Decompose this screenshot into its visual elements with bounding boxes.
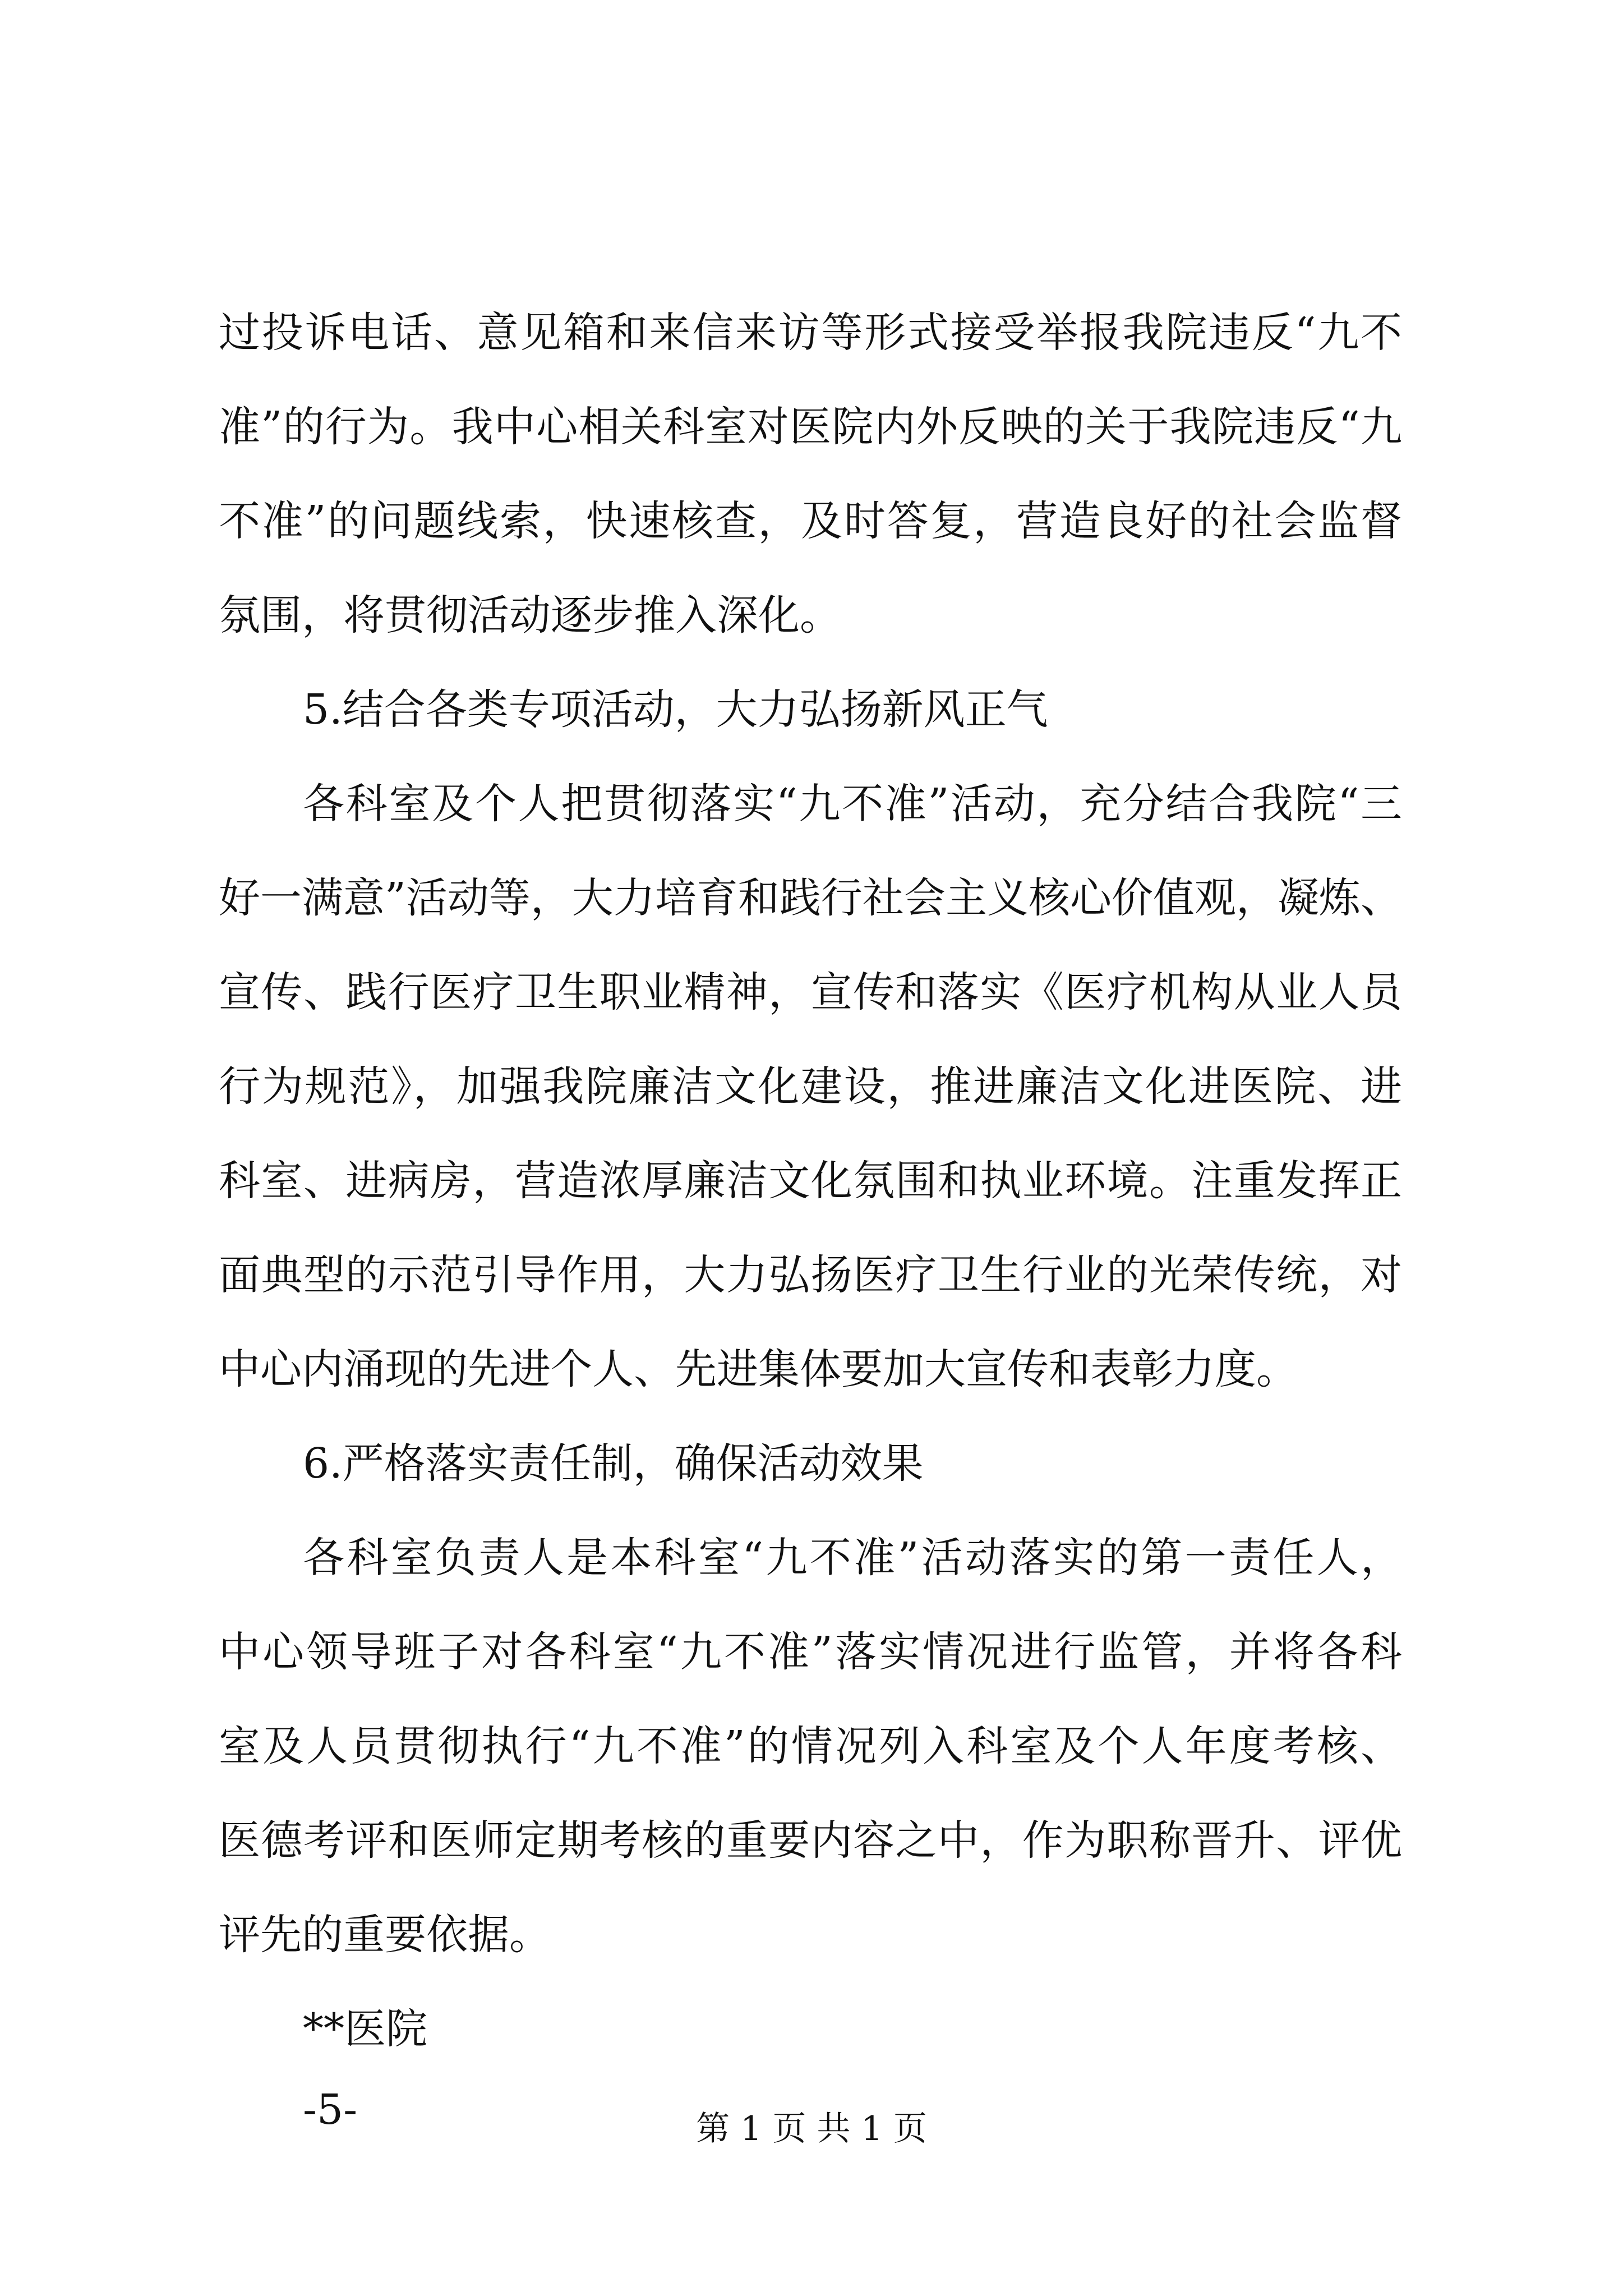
paragraph-3-line-1: 各科室负责人是本科室“九不准”活动落实的第一责任人， — [303, 1534, 1402, 1582]
page-footer: 第 1 页 共 1 页 — [696, 2109, 927, 2148]
paragraph-2-line-3: 宣传、践行医疗卫生职业精神，宣传和落实《医疗机构从业人员 — [219, 968, 1402, 1016]
paragraph-2-line-2: 好一满意”活动等，大力培育和践行社会主义核心价值观，凝炼、 — [219, 874, 1402, 922]
paragraph-3-line-5: 评先的重要依据。 — [219, 1911, 551, 1959]
paragraph-3-line-3: 室及人员贯彻执行“九不准”的情况列入科室及个人年度考核、 — [219, 1722, 1402, 1770]
paragraph-2-line-5: 科室、进病房，营造浓厚廉洁文化氛围和执业环境。注重发挥正 — [219, 1157, 1402, 1205]
paragraph-2-line-7: 中心内涌现的先进个人、先进集体要加大宣传和表彰力度。 — [219, 1345, 1298, 1393]
paragraph-2-line-6: 面典型的示范引导作用，大力弘扬医疗卫生行业的光荣传统，对 — [219, 1251, 1402, 1299]
paragraph-1-line-3: 不准”的问题线索，快速核查，及时答复，营造良好的社会监督 — [219, 497, 1402, 545]
paragraph-3-line-4: 医德考评和医师定期考核的重要内容之中，作为职称晋升、评优 — [219, 1816, 1402, 1865]
paragraph-2-line-1: 各科室及个人把贯彻落实“九不准”活动，充分结合我院“三 — [303, 780, 1402, 828]
paragraph-3-line-2: 中心领导班子对各科室“九不准”落实情况进行监管，并将各科 — [219, 1628, 1402, 1676]
signature-organization: **医院 — [303, 2005, 427, 2053]
paragraph-1-line-4: 氛围，将贯彻活动逐步推入深化。 — [219, 591, 841, 639]
page-marker: -5- — [303, 2086, 358, 2134]
section-heading-5: 5.结合各类专项活动，大力弘扬新风正气 — [303, 685, 1048, 734]
section-heading-6: 6.严格落实责任制，确保活动效果 — [303, 1439, 924, 1488]
paragraph-1-line-2: 准”的行为。我中心相关科室对医院内外反映的关于我院违反“九 — [219, 403, 1402, 451]
paragraph-1-line-1: 过投诉电话、意见箱和来信来访等形式接受举报我院违反“九不 — [219, 309, 1402, 357]
paragraph-2-line-4: 行为规范》，加强我院廉洁文化建设，推进廉洁文化进医院、进 — [219, 1062, 1402, 1111]
